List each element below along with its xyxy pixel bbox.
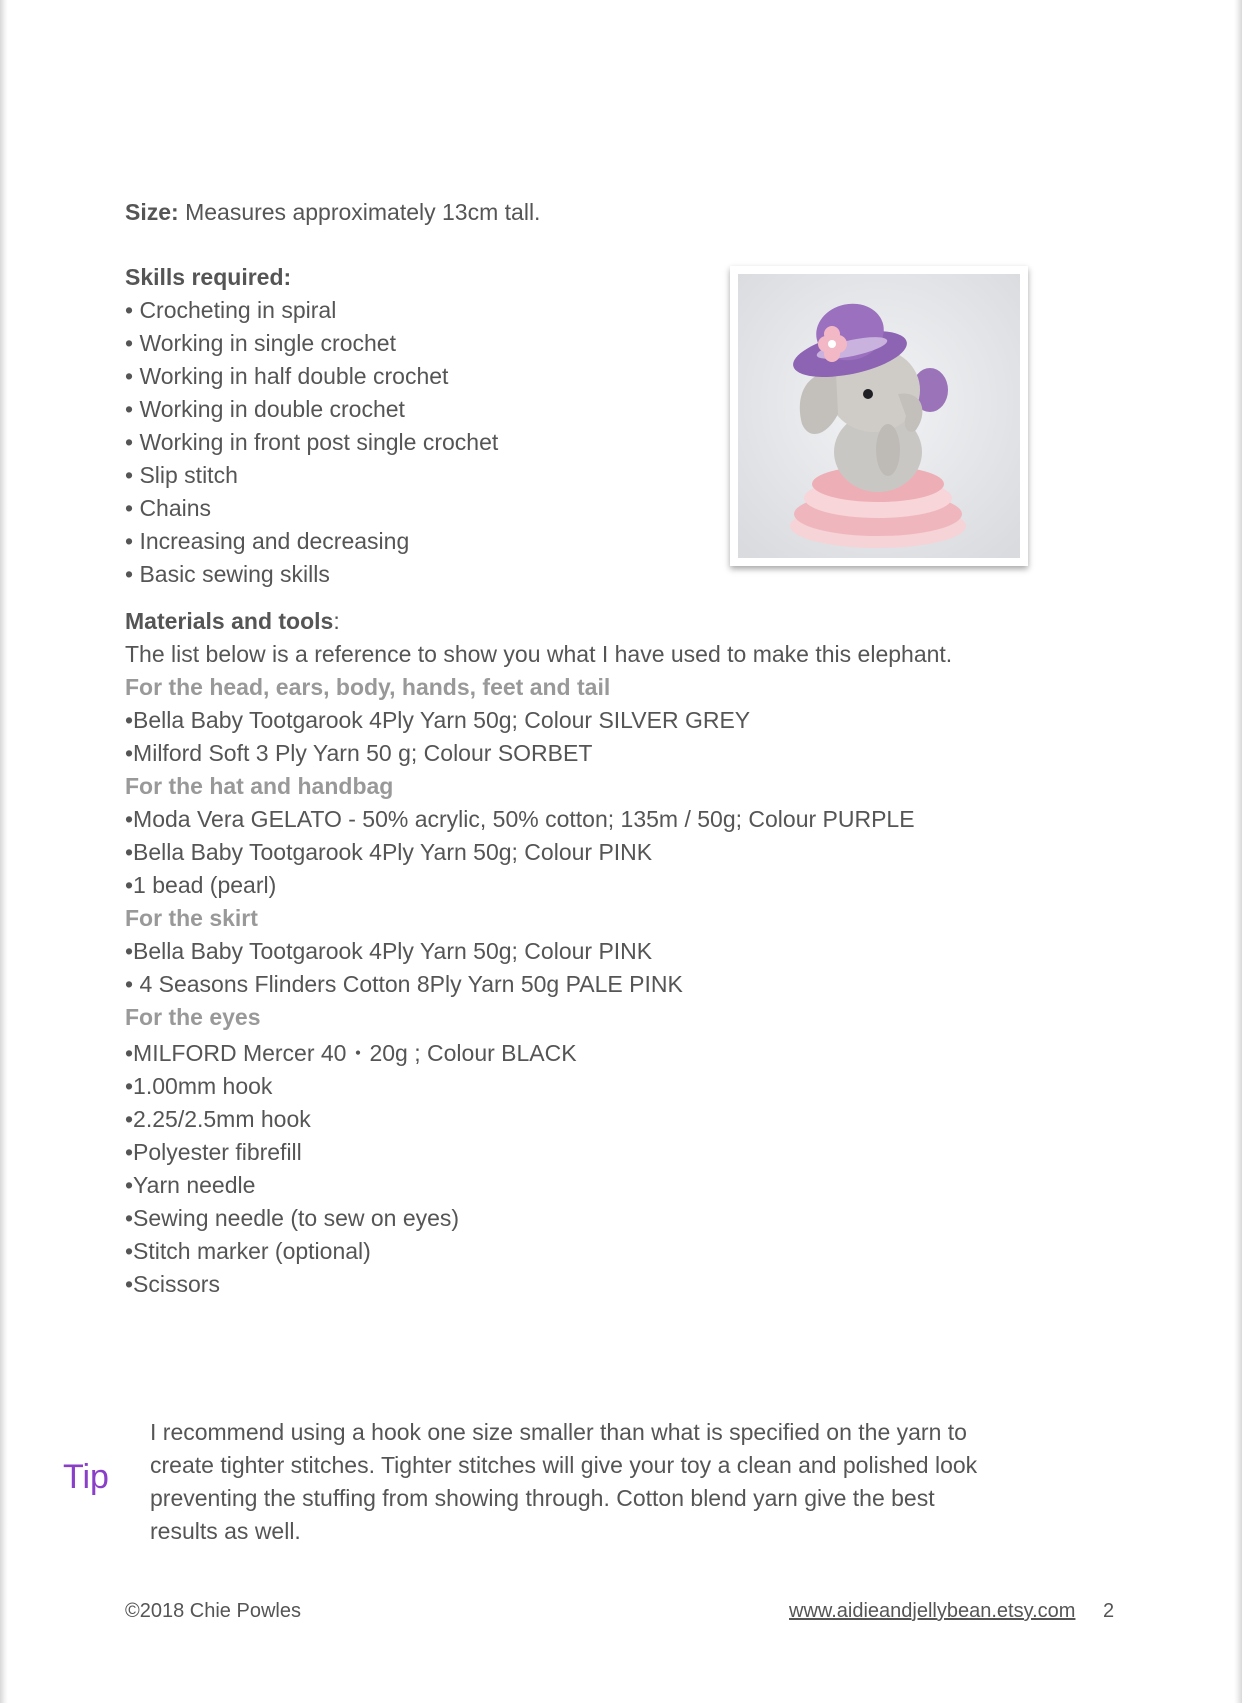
group-title-hat: For the hat and handbag (125, 773, 394, 799)
material-item: •Scissors (125, 1271, 220, 1297)
tip-line: I recommend using a hook one size smaller than what is specified on the yarn to (150, 1419, 967, 1445)
tip-line: create tighter stitches. Tighter stitches will give your toy a clean and polished look (150, 1452, 978, 1478)
size-text: Measures approximately 13cm tall. (178, 199, 541, 225)
material-item: •Bella Baby Tootgarook 4Ply Yarn 50g; Colour PINK (125, 839, 653, 865)
elephant-illustration (738, 274, 1020, 558)
material-item: •Bella Baby Tootgarook 4Ply Yarn 50g; Colour PINK (125, 938, 653, 964)
tip-text (150, 1416, 1080, 1548)
size-label: Size: (125, 199, 179, 225)
material-item: •Polyester fibrefill (125, 1139, 302, 1165)
material-item: • 4 Seasons Flinders Cotton 8Ply Yarn 50g PALE PINK (125, 971, 683, 997)
group-title-eyes: For the eyes (125, 1004, 261, 1030)
skill-item: • Working in single crochet (125, 330, 396, 356)
material-item: •Moda Vera GELATO - 50% acrylic, 50% cotton; 135m / 50g; Colour PURPLE (125, 806, 915, 832)
website-link[interactable]: www.aidieandjellybean.etsy.com (789, 1600, 1076, 1622)
materials-heading-line (125, 605, 340, 638)
material-item: •MILFORD Mercer 40・20g ; Colour BLACK (125, 1040, 577, 1066)
skill-item: • Working in half double crochet (125, 363, 449, 389)
material-item: •Bella Baby Tootgarook 4Ply Yarn 50g; Colour SILVER GREY (125, 707, 751, 733)
skill-item: • Working in double crochet (125, 396, 405, 422)
skill-item: • Basic sewing skills (125, 561, 330, 587)
page-number: 2 (1103, 1600, 1115, 1622)
skill-item: • Chains (125, 495, 212, 521)
size-line (125, 196, 540, 229)
tip-label: Tip (63, 1458, 109, 1496)
tip-line: results as well. (150, 1518, 301, 1544)
skills-heading: Skills required: (125, 264, 292, 290)
materials-intro: The list below is a reference to show you what I have used to make this elephant. (125, 641, 953, 667)
material-item: •1 bead (pearl) (125, 872, 277, 898)
material-item: •2.25/2.5mm hook (125, 1106, 311, 1132)
tip-line: preventing the stuffing from showing through. Cotton blend yarn give the best (150, 1485, 935, 1511)
material-item: •Yarn needle (125, 1172, 256, 1198)
skill-item: • Slip stitch (125, 462, 238, 488)
materials-heading: Materials and tools (125, 608, 334, 634)
footer-copyright: ©2018 Chie Powles (125, 1600, 301, 1622)
material-item: •Stitch marker (optional) (125, 1238, 371, 1264)
page-right-edge (1234, 0, 1242, 1703)
material-item: •Milford Soft 3 Ply Yarn 50 g; Colour SORBET (125, 740, 593, 766)
material-item: •1.00mm hook (125, 1073, 273, 1099)
page-left-edge (0, 0, 8, 1703)
group-title-skirt: For the skirt (125, 905, 258, 931)
materials-colon: : (333, 608, 340, 634)
group-title-head: For the head, ears, body, hands, feet and tail (125, 674, 611, 700)
skill-item: • Working in front post single crochet (125, 429, 499, 455)
material-item: •Sewing needle (to sew on eyes) (125, 1205, 460, 1231)
footer-website[interactable] (789, 1600, 1075, 1623)
skill-item: • Increasing and decreasing (125, 528, 410, 554)
skill-item: • Crocheting in spiral (125, 297, 337, 323)
elephant-photo (730, 266, 1028, 566)
